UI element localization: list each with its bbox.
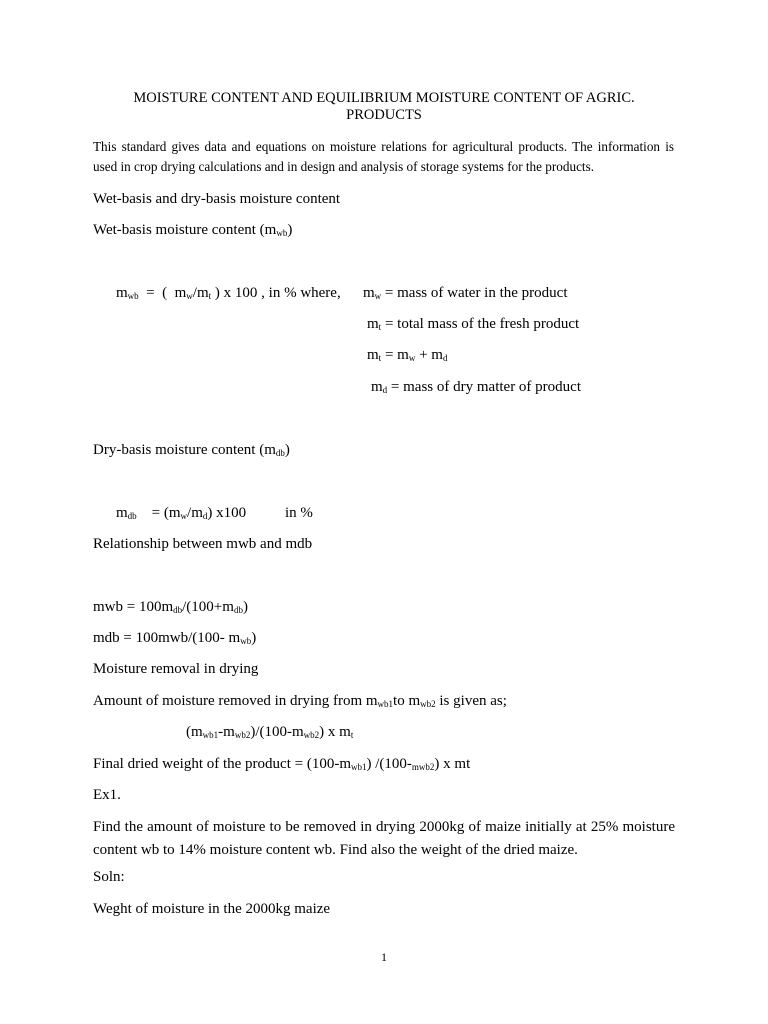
equation-mdb-unit: in % xyxy=(285,505,313,521)
amount-b: to m xyxy=(393,693,421,709)
def-mt-m: m xyxy=(367,316,379,332)
def-sum-sub-d: d xyxy=(442,353,448,363)
eq5-a: (m xyxy=(186,724,203,740)
example-label: Ex1. xyxy=(93,787,121,803)
amount-sub1: wb1 xyxy=(377,699,394,709)
eq2-sub-w: w xyxy=(180,511,188,521)
eq3-sub1: db xyxy=(173,605,183,615)
wet-basis-label-text: Wet-basis moisture content (m xyxy=(93,222,277,238)
equation-mdb xyxy=(116,506,246,521)
final-sub2: mwb2 xyxy=(411,762,435,772)
def-sum-sub-t: t xyxy=(378,353,382,363)
wet-basis-sub: wb xyxy=(276,228,288,238)
solution-first-line: Weght of moisture in the 2000kg maize xyxy=(93,901,331,917)
eq4-c: ) xyxy=(251,630,257,646)
moisture-removal-heading: Moisture removal in drying xyxy=(93,661,259,677)
eq1-slash: /m xyxy=(192,285,209,301)
eq4-a: mdb = 100mwb/(100- m xyxy=(93,630,241,646)
equation-mdb-from-mwb xyxy=(93,631,256,646)
eq5-sub4: t xyxy=(350,730,354,740)
def-mt-sub: t xyxy=(378,322,382,332)
amount-sub2: wb2 xyxy=(420,699,436,709)
eq5-d: ) x m xyxy=(319,724,351,740)
amount-c: is given as; xyxy=(435,693,507,709)
eq1-rest: ) x 100 , in % where, xyxy=(211,285,341,301)
amount-a: Amount of moisture removed in drying from m xyxy=(93,693,378,709)
equation-mwb-from-mdb xyxy=(93,600,248,615)
eq3-a: mwb = 100m xyxy=(93,599,174,615)
eq2-sub-d: d xyxy=(202,511,208,521)
solution-label: Soln: xyxy=(93,869,125,885)
def-mw-sub: w xyxy=(374,291,382,301)
eq2-eq: = (m xyxy=(136,505,181,521)
eq5-sub2: wb2 xyxy=(234,730,251,740)
dry-basis-close: ) xyxy=(284,442,290,458)
final-a: Final dried weight of the product = (100-m xyxy=(93,756,351,772)
definition-mt-sum xyxy=(367,348,447,363)
eq1-lhs: m xyxy=(116,285,128,301)
eq3-b: /(100+m xyxy=(182,599,234,615)
document-title-line-2: PRODUCTS xyxy=(346,107,422,123)
def-sum-m: m xyxy=(367,347,379,363)
eq5-sub1: wb1 xyxy=(202,730,219,740)
eq1-mid: = ( m xyxy=(138,285,187,301)
example-problem: Find the amount of moisture to be removed in drying 2000kg of maize initially at 25% moisture content wb to 14% moisture content wb. Find also the weight of the dried maize. xyxy=(93,819,675,858)
eq4-sub: wb xyxy=(240,636,252,646)
eq2-m: m xyxy=(116,505,128,521)
eq5-sub3: wb2 xyxy=(303,730,320,740)
def-mw-m: m xyxy=(363,285,375,301)
eq2-sub-db: db xyxy=(127,511,137,521)
eq2-rest: ) x100 xyxy=(207,505,247,521)
dry-basis-label xyxy=(93,443,290,458)
equation-mwb xyxy=(116,286,341,301)
intro-paragraph: This standard gives data and equations on moisture relations for agricultural products. The information is used in crop drying calculations and in design and analysis of storage systems for the products. xyxy=(93,139,674,174)
eq3-c: ) xyxy=(242,599,248,615)
definition-md xyxy=(371,380,581,395)
def-mw-text: = mass of water in the product xyxy=(381,285,568,301)
eq3-sub2: db xyxy=(233,605,243,615)
def-mt-text: = total mass of the fresh product xyxy=(381,316,580,332)
eq1-t-sub: t xyxy=(208,291,212,301)
heading-wet-dry-basis: Wet-basis and dry-basis moisture content xyxy=(93,191,341,207)
eq5-c: )/(100-m xyxy=(250,724,304,740)
final-sub1: wb1 xyxy=(351,762,367,772)
page-number: 1 xyxy=(381,950,387,964)
eq1-lhs-sub: wb xyxy=(127,291,139,301)
eq2-slash: /m xyxy=(187,505,203,521)
def-sum-eq: = m xyxy=(381,347,409,363)
final-dried-weight-equation xyxy=(93,757,470,772)
definition-mw xyxy=(363,286,568,301)
def-md-m: m xyxy=(371,379,383,395)
dry-basis-label-text: Dry-basis moisture content (m xyxy=(93,442,276,458)
definition-mt xyxy=(367,317,579,332)
final-b: ) /(100- xyxy=(366,756,412,772)
dry-basis-sub: db xyxy=(275,448,285,458)
def-sum-plus: + m xyxy=(415,347,443,363)
def-md-sub: d xyxy=(382,385,388,395)
final-c: ) x mt xyxy=(434,756,471,772)
equation-moisture-removed xyxy=(186,725,353,740)
def-md-text: = mass of dry matter of product xyxy=(387,379,581,395)
relationship-heading: Relationship between mwb and mdb xyxy=(93,536,313,552)
wet-basis-label xyxy=(93,223,292,238)
amount-removed-sentence xyxy=(93,694,507,709)
eq1-w-sub: w xyxy=(186,291,193,301)
eq5-b: -m xyxy=(218,724,235,740)
document-title-line-1: MOISTURE CONTENT AND EQUILIBRIUM MOISTURE CONTENT OF AGRIC. xyxy=(133,90,635,106)
wet-basis-close: ) xyxy=(287,222,293,238)
def-sum-sub-w: w xyxy=(408,353,416,363)
